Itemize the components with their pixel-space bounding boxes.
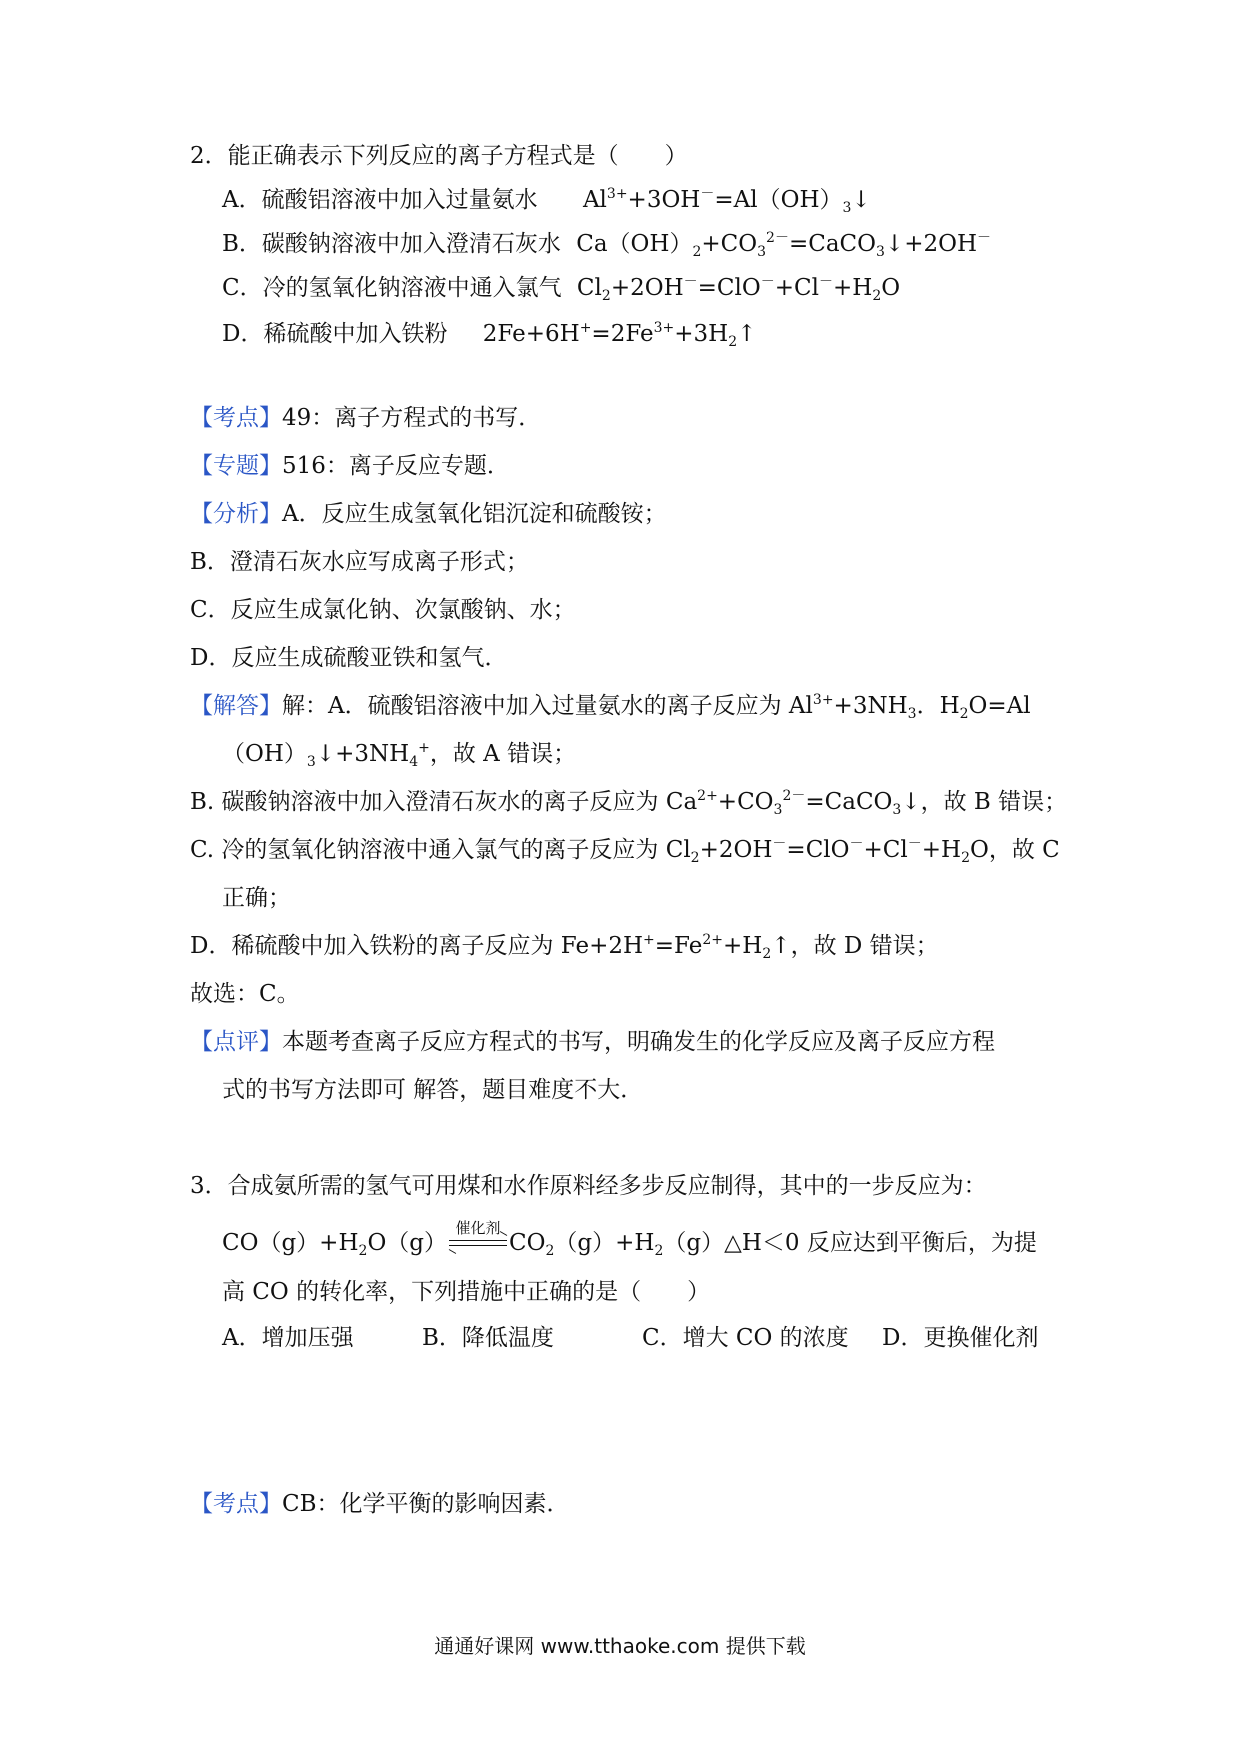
fenxi-line-c: C．反应生成氯化钠、次氯酸钠、水；: [190, 597, 576, 623]
zhuanti-tag: 【专题】: [190, 453, 282, 479]
q2-option-b-text: B．碳酸钠溶液中加入澄清石灰水: [222, 231, 561, 257]
q2-option-c-text: C．冷的氢氧化钠溶液中通入氯气: [222, 275, 562, 301]
q2-zhuanti: [190, 450, 510, 482]
q2-option-b: [222, 228, 991, 260]
q2-option-a-text: A．硫酸铝溶液中加入过量氨水: [222, 187, 538, 213]
q2-option-b-equation: $Ca(OH)_2+CO_3^{2-}=CaCO_3↓+2OH^-$: [576, 230, 992, 260]
jieda-b-end: ，故 B 错误；: [920, 789, 1068, 815]
q2-dianping-cont: 式的书写方法即可 解答，题目难度不大．: [222, 1077, 644, 1103]
q2-jieda-d: D．稀硫酸中加入铁粉的离子反应为 $Fe+2H^+=Fe^{2+}+H_2↑$，故 D 错误；: [190, 932, 939, 962]
dianping-tag: 【点评】: [190, 1029, 282, 1055]
q3-option-a: A．增加压强: [222, 1325, 354, 1351]
q2-option-d-text: D．稀硫酸中加入铁粉: [222, 321, 448, 347]
jieda-c-text: C. 冷的氢氧化钠溶液中通入氯气的离子反应为: [190, 837, 659, 863]
q2-option-d-equation: $2Fe+6H^+=2Fe^{3+}+3H_2↑$: [482, 320, 757, 350]
q2-jieda-c-cont: 正确；: [222, 885, 291, 911]
q2-jieda-a-cont: $(OH)_3↓+3NH_4^+$，故 A 错误；: [222, 740, 577, 770]
q3-stem: 3．合成氨所需的氢气可用煤和水作原料经多步反应制得，其中的一步反应为：: [190, 1173, 987, 1199]
zhuanti-text: 516：离子反应专题．: [282, 453, 510, 479]
q2-stem: 2．能正确表示下列反应的离子方程式是（ ）: [190, 143, 688, 169]
q2-option-d: [222, 318, 756, 350]
q3-stem-2: 高 CO 的转化率，下列措施中正确的是（ ）: [222, 1279, 711, 1305]
q2-option-a-equation: $Al^{3+}+3OH^-=Al(OH)_3↓$: [582, 186, 871, 216]
q3-kaodian-text: CB：化学平衡的影响因素．: [282, 1491, 570, 1517]
catalyst-equilibrium-arrow: [449, 1219, 507, 1254]
q2-answer: 故选：C。: [190, 981, 300, 1007]
q2-dianping: [190, 1026, 995, 1058]
q2-kaodian: [190, 402, 541, 434]
q2-jieda-b: B. 碳酸钠溶液中加入澄清石灰水的离子反应为 $Ca^{2+}+CO_3^{2-}=CaCO_3↓$，故 B 错误；: [190, 788, 1068, 818]
jieda-b-text: B. 碳酸钠溶液中加入澄清石灰水的离子反应为: [190, 789, 659, 815]
jieda-a-end: ，故 A 错误；: [429, 741, 577, 767]
q2-fenxi: [190, 498, 667, 530]
q2-option-a: [222, 184, 871, 216]
jieda-a-text: 解：A．硫酸铝溶液中加入过量氨水的离子反应为: [282, 693, 782, 719]
page-footer: 通通好课网 www.tthaoke.com 提供下载: [434, 1634, 806, 1658]
dianping-text-1: 本题考查离子反应方程式的书写，明确发生的化学反应及离子反应方程: [282, 1029, 995, 1055]
q3-kaodian-tag: 【考点】: [190, 1491, 282, 1517]
q2-jieda-c: C. 冷的氢氧化钠溶液中通入氯气的离子反应为 $Cl_2+2OH^-=ClO^-+Cl^-+H_2O$，故 C: [190, 836, 1060, 866]
fenxi-line-a: A．反应生成氢氧化铝沉淀和硫酸铵；: [282, 501, 667, 527]
q3-equation: $CO(g)+H_2O(g)$ 催化剂 $CO_2(g)+H_2(g)\triangle H<0$ 反应达到平衡后，为提: [222, 1224, 1037, 1259]
q2-option-c-equation: $Cl_2+2OH^-=ClO^-+Cl^-+H_2O$: [576, 274, 901, 304]
q3-option-b: B．降低温度: [422, 1325, 554, 1351]
fenxi-tag: 【分析】: [190, 501, 282, 527]
jieda-c-end: ，故 C: [988, 837, 1060, 863]
catalyst-label: 催化剂: [455, 1219, 501, 1237]
fenxi-line-d: D．反应生成硫酸亚铁和氢气．: [190, 645, 508, 671]
jieda-d-end: ，故 D 错误；: [790, 933, 939, 959]
q3-options: [222, 1322, 1038, 1354]
q3-option-c: C．增大 CO 的浓度: [642, 1325, 849, 1351]
kaodian-tag: 【考点】: [190, 405, 282, 431]
jieda-d-text: D．稀硫酸中加入铁粉的离子反应为: [190, 933, 554, 959]
q2-jieda-a: 【解答】解：A．硫酸铝溶液中加入过量氨水的离子反应为 $Al^{3+}+3NH_3$．$H_2O=Al$: [190, 692, 1031, 722]
kaodian-text: 49：离子方程式的书写．: [282, 405, 542, 431]
q3-equation-tail: 反应达到平衡后，为提: [806, 1230, 1037, 1256]
q3-kaodian: [190, 1488, 570, 1520]
jieda-tag: 【解答】: [190, 693, 282, 719]
q2-option-c: [222, 272, 900, 304]
fenxi-line-b: B．澄清石灰水应写成离子形式；: [190, 549, 529, 575]
q3-option-d: D．更换催化剂: [882, 1325, 1039, 1351]
